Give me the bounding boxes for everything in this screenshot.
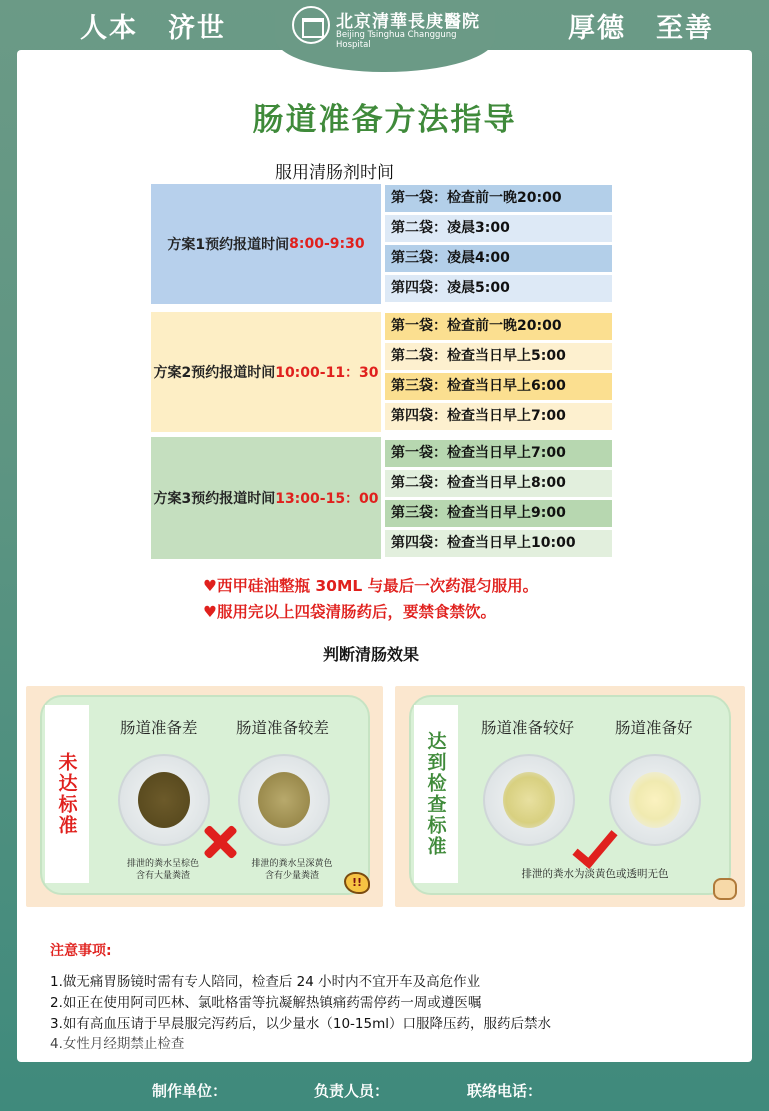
footer-producer: 制作单位： [152,1082,228,1100]
plan-time: 8:00-9:30 [289,236,365,252]
schedule-heading: 服用清肠剂时间 [275,163,394,183]
plan-block-1 [151,184,612,304]
slogan-left-part-2: 济世 [168,13,226,44]
bag-row: 第四袋：检查当日早上7:00 [385,403,612,430]
precaution-item: 1.做无痛胃肠镜时需有专人陪同，检查后 24 小时内不宜开车及高危作业 [50,974,481,990]
plan-label: 方案2预约报道时间 [153,365,276,381]
slogan-left-part-1: 人本 [80,13,138,44]
red-note-text: 服用完以上四袋清肠药后，要禁食禁饮。 [217,603,497,621]
plan-block-2 [151,312,612,432]
bag-row: 第一袋：检查前一晚20:00 [385,185,612,212]
judgement-heading: 判断清肠效果 [323,645,420,664]
fail-caption-2: 肠道准备较差 [236,719,330,737]
pass-side-label: 达到检查标准 [414,705,458,883]
pass-description: 排泄的粪水为淡黄色或透明无色 [521,868,669,880]
bag-row: 第二袋：凌晨3:00 [385,215,612,242]
footer-responsible: 负责人员： [314,1082,390,1100]
hospital-logo [290,4,490,48]
toilet-bowl-fair [238,754,330,846]
red-note-text: 西甲硅油整瓶 30ML 与最后一次药混匀服用。 [217,577,539,595]
pass-caption-2: 肠道准备好 [615,719,693,737]
bag-row: 第一袋：检查前一晚20:00 [385,313,612,340]
red-note-2 [203,600,496,622]
precaution-item: 4.女性月经期禁止检查 [50,1036,185,1052]
pass-caption-1: 肠道准备较好 [481,719,575,737]
bag-row: 第三袋：检查当日早上6:00 [385,373,612,400]
slogan-right [568,6,714,45]
alert-burst-icon: !! [344,872,370,894]
bag-row: 第四袋：凌晨5:00 [385,275,612,302]
slogan-left [80,6,226,45]
toilet-bowl-good [483,754,575,846]
bag-row: 第三袋：凌晨4:00 [385,245,612,272]
plan-label-cell [151,312,381,432]
footer-phone: 联络电话： [467,1082,543,1100]
plan-time: 10:00-11：30 [275,365,379,381]
cross-icon [202,824,238,860]
fail-description-2: 排泄的粪水呈深黄色 含有少量粪渣 [251,859,333,881]
plan-block-3 [151,437,612,559]
bag-row: 第二袋：检查当日早上8:00 [385,470,612,497]
toilet-bowl-best [609,754,701,846]
heart-icon: ♥ [203,603,217,621]
thumbs-up-icon [713,878,737,900]
red-note-1 [203,574,538,596]
hospital-name-en: Beijing Tsinghua Changgung Hospital [336,30,457,50]
plan-label-cell [151,184,381,304]
slogan-right-part-2: 至善 [656,13,714,44]
bag-row: 第四袋：检查当日早上10:00 [385,530,612,557]
fail-description-1: 排泄的粪水呈棕色 含有大量粪渣 [126,859,199,881]
bag-row: 第三袋：检查当日早上9:00 [385,500,612,527]
page-title: 肠道准备方法指导 [252,102,517,138]
hospital-name-cn: 北京清華長庚醫院 [336,12,480,32]
plan-label-cell [151,437,381,559]
precaution-item: 2.如正在使用阿司匹林、氯吡格雷等抗凝解热镇痛药需停药一周或遵医嘱 [50,995,482,1011]
precautions-title: 注意事项: [50,943,112,959]
precaution-item: 3.如有高血压请于早晨服完泻药后，以少量水（10-15ml）口服降压药，服药后禁水 [50,1016,552,1032]
fail-panel [26,686,383,907]
bag-row: 第一袋：检查当日早上7:00 [385,440,612,467]
plan-time: 13:00-15：00 [275,491,379,507]
toilet-bowl-poor [118,754,210,846]
fail-side-label: 未达标准 [45,705,89,883]
plan-label: 方案1预约报道时间 [167,237,290,253]
pass-panel [395,686,745,907]
hospital-seal-icon [292,6,330,44]
heart-icon: ♥ [203,577,217,595]
slogan-right-part-1: 厚德 [568,13,626,44]
fail-caption-1: 肠道准备差 [120,719,198,737]
bag-row: 第二袋：检查当日早上5:00 [385,343,612,370]
plan-label: 方案3预约报道时间 [153,491,276,507]
content-card [17,50,752,1062]
